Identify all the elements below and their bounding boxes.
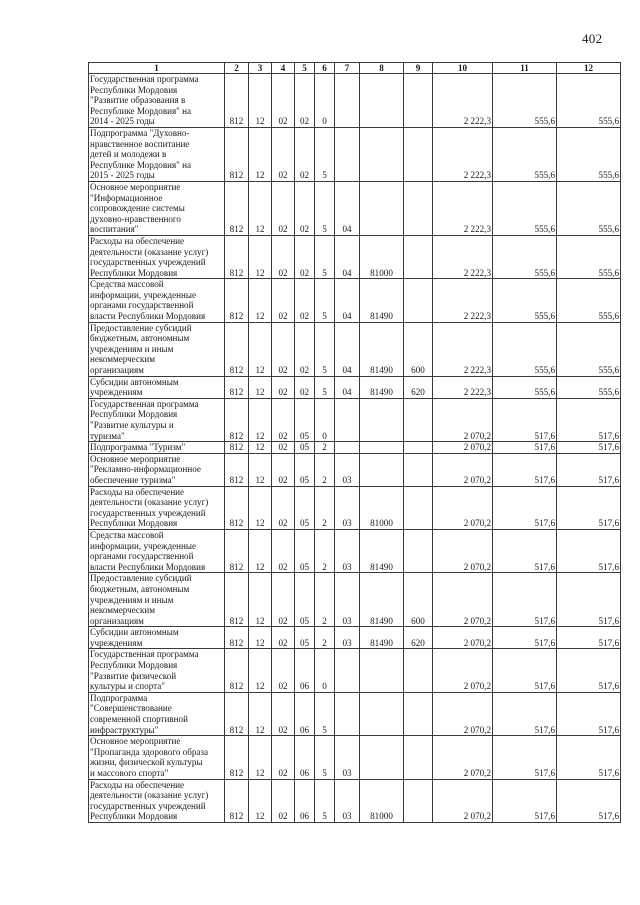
amount-total-cell: 2 070,2 — [433, 736, 493, 779]
code-subsection-cell: 02 — [272, 442, 295, 454]
code-direction-cell: 81490 — [360, 529, 404, 572]
amount-col-12-cell: 517,6 — [557, 779, 621, 822]
code-direction-cell: 81000 — [360, 486, 404, 529]
code-subsection-cell: 02 — [272, 279, 295, 322]
code-program-cell: 02 — [295, 235, 315, 278]
code-expense-type-cell — [404, 127, 433, 181]
code-subprogram-cell: 5 — [315, 736, 335, 779]
amount-col-12-cell: 517,6 — [557, 573, 621, 627]
amount-col-11-cell: 517,6 — [493, 453, 557, 486]
code-activity-cell: 04 — [335, 279, 360, 322]
code-expense-type-cell — [404, 453, 433, 486]
item-name-cell: Подпрограмма "Туризм" — [89, 442, 225, 454]
item-name-cell: Основное мероприятие "Рекламно-информационное обеспечение туризма" — [89, 453, 225, 486]
code-section-cell: 12 — [249, 486, 272, 529]
code-expense-type-cell — [404, 398, 433, 441]
amount-col-12-cell: 517,6 — [557, 627, 621, 649]
code-subsection-cell: 02 — [272, 398, 295, 441]
amount-total-cell: 2 070,2 — [433, 529, 493, 572]
code-subprogram-cell: 2 — [315, 453, 335, 486]
code-subprogram-cell: 0 — [315, 74, 335, 128]
table-row — [89, 529, 621, 572]
table-row — [89, 74, 621, 128]
code-section-cell: 12 — [249, 322, 272, 376]
code-subsection-cell: 02 — [272, 529, 295, 572]
amount-col-11-cell: 555,6 — [493, 235, 557, 278]
table-row — [89, 376, 621, 398]
code-expense-type-cell — [404, 649, 433, 692]
table-row — [89, 279, 621, 322]
amount-total-cell: 2 222,3 — [433, 235, 493, 278]
code-subprogram-cell: 5 — [315, 127, 335, 181]
item-name-cell: Расходы на обеспечение деятельности (оказание услуг) государственных учреждений Республики Мордовия — [89, 779, 225, 822]
code-ministry-cell: 812 — [225, 322, 249, 376]
col-header-11: 11 — [493, 63, 557, 74]
code-expense-type-cell — [404, 442, 433, 454]
amount-total-cell: 2 070,2 — [433, 573, 493, 627]
code-ministry-cell: 812 — [225, 627, 249, 649]
code-direction-cell — [360, 453, 404, 486]
code-activity-cell — [335, 74, 360, 128]
code-expense-type-cell — [404, 74, 433, 128]
code-program-cell: 06 — [295, 692, 315, 735]
col-header-2: 2 — [225, 63, 249, 74]
code-section-cell: 12 — [249, 736, 272, 779]
amount-total-cell: 2 222,3 — [433, 279, 493, 322]
code-subsection-cell: 02 — [272, 453, 295, 486]
code-activity-cell: 04 — [335, 376, 360, 398]
code-program-cell: 05 — [295, 529, 315, 572]
code-section-cell: 12 — [249, 181, 272, 235]
amount-total-cell: 2 222,3 — [433, 322, 493, 376]
table-row — [89, 442, 621, 454]
code-ministry-cell: 812 — [225, 779, 249, 822]
code-program-cell: 05 — [295, 627, 315, 649]
code-direction-cell — [360, 74, 404, 128]
code-section-cell: 12 — [249, 529, 272, 572]
code-activity-cell — [335, 649, 360, 692]
table-row — [89, 573, 621, 627]
amount-col-11-cell: 555,6 — [493, 127, 557, 181]
code-subprogram-cell: 5 — [315, 692, 335, 735]
code-expense-type-cell: 600 — [404, 573, 433, 627]
code-expense-type-cell: 620 — [404, 627, 433, 649]
amount-total-cell: 2 222,3 — [433, 127, 493, 181]
code-activity-cell: 04 — [335, 235, 360, 278]
code-ministry-cell: 812 — [225, 74, 249, 128]
table-row — [89, 649, 621, 692]
code-section-cell: 12 — [249, 627, 272, 649]
table-row — [89, 779, 621, 822]
item-name-cell: Средства массовой информации, учрежденные органами государственной власти Республики Мордовия — [89, 279, 225, 322]
item-name-cell: Субсидии автономным учреждениям — [89, 627, 225, 649]
code-program-cell: 02 — [295, 376, 315, 398]
amount-col-11-cell: 555,6 — [493, 279, 557, 322]
code-activity-cell: 03 — [335, 736, 360, 779]
table-row — [89, 127, 621, 181]
code-ministry-cell: 812 — [225, 279, 249, 322]
amount-col-12-cell: 555,6 — [557, 279, 621, 322]
code-activity-cell — [335, 127, 360, 181]
amount-col-12-cell: 517,6 — [557, 486, 621, 529]
amount-total-cell: 2 222,3 — [433, 181, 493, 235]
item-name-cell: Основное мероприятие "Информационное сопровождение системы духовно-нравственного воспитания" — [89, 181, 225, 235]
amount-total-cell: 2 070,2 — [433, 453, 493, 486]
code-section-cell: 12 — [249, 398, 272, 441]
code-expense-type-cell — [404, 692, 433, 735]
item-name-cell: Государственная программа Республики Мордовия "Развитие культуры и туризма" — [89, 398, 225, 441]
item-name-cell: Государственная программа Республики Мордовия "Развитие физической культуры и спорта" — [89, 649, 225, 692]
code-direction-cell — [360, 181, 404, 235]
code-subsection-cell: 02 — [272, 736, 295, 779]
code-activity-cell: 03 — [335, 779, 360, 822]
table-row — [89, 398, 621, 441]
code-subsection-cell: 02 — [272, 649, 295, 692]
code-direction-cell: 81000 — [360, 779, 404, 822]
code-expense-type-cell — [404, 736, 433, 779]
code-subprogram-cell: 5 — [315, 779, 335, 822]
code-direction-cell: 81490 — [360, 627, 404, 649]
code-program-cell: 02 — [295, 74, 315, 128]
code-activity-cell: 03 — [335, 486, 360, 529]
code-subprogram-cell: 2 — [315, 442, 335, 454]
code-section-cell: 12 — [249, 442, 272, 454]
col-header-4: 4 — [272, 63, 295, 74]
code-subprogram-cell: 2 — [315, 627, 335, 649]
amount-total-cell: 2 222,3 — [433, 74, 493, 128]
page-number: 402 — [582, 31, 603, 46]
amount-total-cell: 2 070,2 — [433, 779, 493, 822]
amount-col-12-cell: 555,6 — [557, 74, 621, 128]
code-direction-cell — [360, 442, 404, 454]
amount-col-11-cell: 517,6 — [493, 627, 557, 649]
table-row — [89, 322, 621, 376]
code-subsection-cell: 02 — [272, 322, 295, 376]
amount-total-cell: 2 222,3 — [433, 376, 493, 398]
amount-col-12-cell: 555,6 — [557, 376, 621, 398]
header-row — [89, 63, 621, 74]
amount-col-11-cell: 517,6 — [493, 529, 557, 572]
code-program-cell: 05 — [295, 398, 315, 441]
code-expense-type-cell — [404, 779, 433, 822]
code-activity-cell — [335, 398, 360, 441]
code-expense-type-cell — [404, 529, 433, 572]
code-section-cell: 12 — [249, 127, 272, 181]
amount-col-11-cell: 555,6 — [493, 376, 557, 398]
amount-col-11-cell: 555,6 — [493, 74, 557, 128]
code-section-cell: 12 — [249, 74, 272, 128]
code-subprogram-cell: 5 — [315, 322, 335, 376]
code-section-cell: 12 — [249, 279, 272, 322]
code-ministry-cell: 812 — [225, 127, 249, 181]
amount-col-12-cell: 555,6 — [557, 181, 621, 235]
code-subprogram-cell: 2 — [315, 486, 335, 529]
code-ministry-cell: 812 — [225, 398, 249, 441]
amount-col-12-cell: 517,6 — [557, 398, 621, 441]
code-subsection-cell: 02 — [272, 573, 295, 627]
col-header-9: 9 — [404, 63, 433, 74]
code-activity-cell: 03 — [335, 627, 360, 649]
code-program-cell: 02 — [295, 322, 315, 376]
code-direction-cell — [360, 127, 404, 181]
code-expense-type-cell: 620 — [404, 376, 433, 398]
table-row — [89, 736, 621, 779]
item-name-cell: Государственная программа Республики Мордовия "Развитие образования в Республике Мордовия" на 2014 - 2025 годы — [89, 74, 225, 128]
code-expense-type-cell — [404, 486, 433, 529]
code-program-cell: 02 — [295, 181, 315, 235]
code-activity-cell: 04 — [335, 181, 360, 235]
budget-table — [88, 62, 621, 823]
code-section-cell: 12 — [249, 453, 272, 486]
item-name-cell: Предоставление субсидий бюджетным, автономным учреждениям и иным некоммерческим организациям — [89, 573, 225, 627]
amount-col-12-cell: 517,6 — [557, 736, 621, 779]
item-name-cell: Основное мероприятие "Пропаганда здорового образа жизни, физической культуры и массового спорта" — [89, 736, 225, 779]
code-ministry-cell: 812 — [225, 453, 249, 486]
amount-col-12-cell: 555,6 — [557, 127, 621, 181]
code-activity-cell — [335, 442, 360, 454]
code-subprogram-cell: 5 — [315, 235, 335, 278]
amount-total-cell: 2 070,2 — [433, 692, 493, 735]
code-activity-cell: 03 — [335, 529, 360, 572]
table-row — [89, 486, 621, 529]
code-ministry-cell: 812 — [225, 529, 249, 572]
amount-col-12-cell: 555,6 — [557, 322, 621, 376]
code-program-cell: 05 — [295, 453, 315, 486]
code-subsection-cell: 02 — [272, 627, 295, 649]
col-header-12: 12 — [557, 63, 621, 74]
code-ministry-cell: 812 — [225, 573, 249, 627]
amount-col-11-cell: 517,6 — [493, 736, 557, 779]
code-section-cell: 12 — [249, 376, 272, 398]
code-section-cell: 12 — [249, 692, 272, 735]
amount-col-12-cell: 517,6 — [557, 692, 621, 735]
code-ministry-cell: 812 — [225, 235, 249, 278]
code-direction-cell — [360, 398, 404, 441]
code-expense-type-cell — [404, 181, 433, 235]
code-direction-cell: 81490 — [360, 279, 404, 322]
table-row — [89, 627, 621, 649]
amount-total-cell: 2 070,2 — [433, 398, 493, 441]
amount-col-11-cell: 555,6 — [493, 322, 557, 376]
code-expense-type-cell — [404, 279, 433, 322]
item-name-cell: Расходы на обеспечение деятельности (оказание услуг) государственных учреждений Республики Мордовия — [89, 235, 225, 278]
code-program-cell: 06 — [295, 736, 315, 779]
table-row — [89, 235, 621, 278]
budget-table-body — [89, 74, 621, 823]
amount-total-cell: 2 070,2 — [433, 649, 493, 692]
code-subprogram-cell: 5 — [315, 181, 335, 235]
code-direction-cell — [360, 649, 404, 692]
code-subsection-cell: 02 — [272, 692, 295, 735]
amount-col-11-cell: 517,6 — [493, 486, 557, 529]
code-subsection-cell: 02 — [272, 74, 295, 128]
item-name-cell: Средства массовой информации, учрежденные органами государственной власти Республики Мордовия — [89, 529, 225, 572]
code-subsection-cell: 02 — [272, 376, 295, 398]
code-direction-cell: 81490 — [360, 573, 404, 627]
code-subprogram-cell: 0 — [315, 649, 335, 692]
code-section-cell: 12 — [249, 573, 272, 627]
amount-col-11-cell: 517,6 — [493, 573, 557, 627]
item-name-cell: Предоставление субсидий бюджетным, автономным учреждениям и иным некоммерческим организациям — [89, 322, 225, 376]
amount-col-11-cell: 517,6 — [493, 692, 557, 735]
code-ministry-cell: 812 — [225, 376, 249, 398]
code-ministry-cell: 812 — [225, 692, 249, 735]
code-activity-cell — [335, 692, 360, 735]
item-name-cell: Подпрограмма "Духовно- нравственное воспитание детей и молодежи в Республике Мордовия" на 2015 - 2025 годы — [89, 127, 225, 181]
table-row — [89, 692, 621, 735]
code-program-cell: 05 — [295, 486, 315, 529]
amount-col-12-cell: 517,6 — [557, 649, 621, 692]
amount-col-11-cell: 517,6 — [493, 649, 557, 692]
code-activity-cell: 03 — [335, 453, 360, 486]
table-row — [89, 453, 621, 486]
code-subsection-cell: 02 — [272, 486, 295, 529]
amount-col-11-cell: 517,6 — [493, 442, 557, 454]
col-header-10: 10 — [433, 63, 493, 74]
code-subprogram-cell: 5 — [315, 279, 335, 322]
col-header-3: 3 — [249, 63, 272, 74]
col-header-5: 5 — [295, 63, 315, 74]
item-name-cell: Подпрограмма "Совершенствование современной спортивной инфраструктуры" — [89, 692, 225, 735]
code-ministry-cell: 812 — [225, 442, 249, 454]
code-program-cell: 02 — [295, 127, 315, 181]
code-subsection-cell: 02 — [272, 779, 295, 822]
code-program-cell: 06 — [295, 779, 315, 822]
amount-col-11-cell: 517,6 — [493, 398, 557, 441]
code-direction-cell: 81000 — [360, 235, 404, 278]
amount-total-cell: 2 070,2 — [433, 442, 493, 454]
code-ministry-cell: 812 — [225, 736, 249, 779]
item-name-cell: Субсидии автономным учреждениям — [89, 376, 225, 398]
amount-col-12-cell: 517,6 — [557, 529, 621, 572]
col-header-7: 7 — [335, 63, 360, 74]
amount-col-12-cell: 555,6 — [557, 235, 621, 278]
amount-total-cell: 2 070,2 — [433, 627, 493, 649]
amount-col-11-cell: 517,6 — [493, 779, 557, 822]
code-direction-cell — [360, 736, 404, 779]
code-ministry-cell: 812 — [225, 649, 249, 692]
code-subprogram-cell: 2 — [315, 573, 335, 627]
col-header-1: 1 — [89, 63, 225, 74]
code-direction-cell: 81490 — [360, 376, 404, 398]
code-activity-cell: 04 — [335, 322, 360, 376]
code-ministry-cell: 812 — [225, 181, 249, 235]
code-subsection-cell: 02 — [272, 181, 295, 235]
item-name-cell: Расходы на обеспечение деятельности (оказание услуг) государственных учреждений Республики Мордовия — [89, 486, 225, 529]
amount-col-12-cell: 517,6 — [557, 442, 621, 454]
code-activity-cell: 03 — [335, 573, 360, 627]
table-row — [89, 181, 621, 235]
code-program-cell: 02 — [295, 279, 315, 322]
code-subsection-cell: 02 — [272, 235, 295, 278]
col-header-8: 8 — [360, 63, 404, 74]
code-subsection-cell: 02 — [272, 127, 295, 181]
code-program-cell: 05 — [295, 573, 315, 627]
code-section-cell: 12 — [249, 235, 272, 278]
code-subprogram-cell: 2 — [315, 529, 335, 572]
code-subprogram-cell: 0 — [315, 398, 335, 441]
code-direction-cell — [360, 692, 404, 735]
code-program-cell: 05 — [295, 442, 315, 454]
code-expense-type-cell — [404, 235, 433, 278]
col-header-6: 6 — [315, 63, 335, 74]
code-program-cell: 06 — [295, 649, 315, 692]
code-ministry-cell: 812 — [225, 486, 249, 529]
code-section-cell: 12 — [249, 649, 272, 692]
code-subprogram-cell: 5 — [315, 376, 335, 398]
code-section-cell: 12 — [249, 779, 272, 822]
amount-col-11-cell: 555,6 — [493, 181, 557, 235]
code-direction-cell: 81490 — [360, 322, 404, 376]
amount-total-cell: 2 070,2 — [433, 486, 493, 529]
amount-col-12-cell: 517,6 — [557, 453, 621, 486]
code-expense-type-cell: 600 — [404, 322, 433, 376]
